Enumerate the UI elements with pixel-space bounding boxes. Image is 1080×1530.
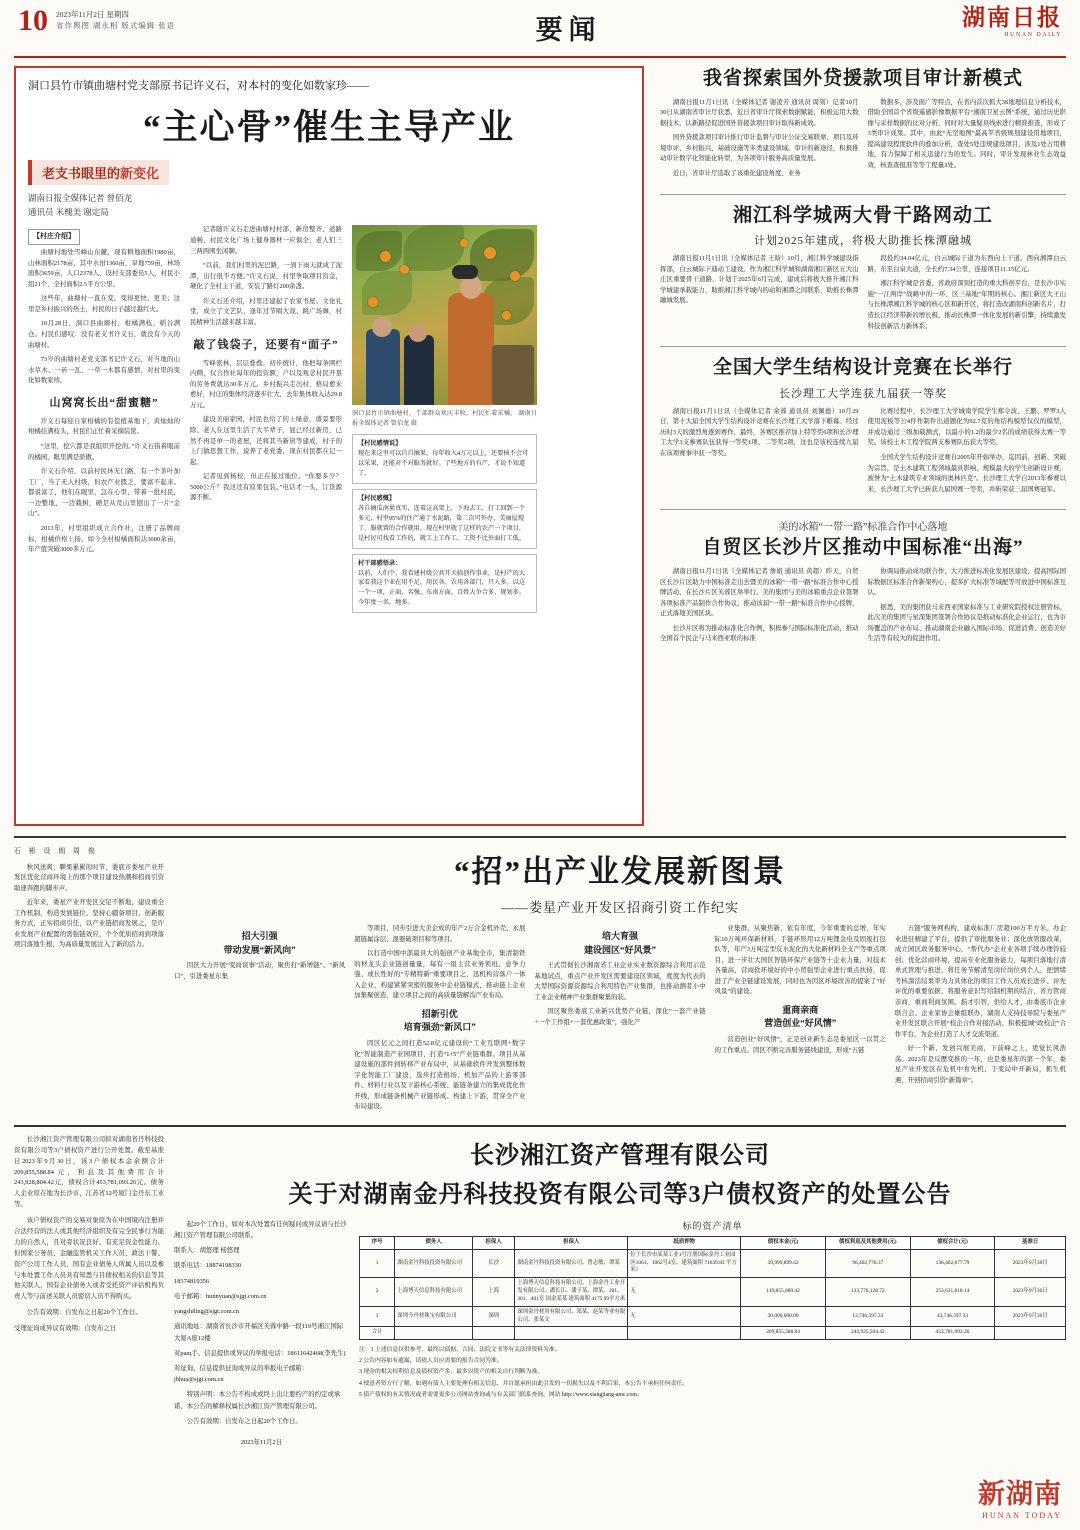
cell: 湖南金丹科技投资有限公司、曾志敏、谭某 [515,1249,628,1277]
cell: 湖南金丹科技投资有限公司 [395,1249,473,1277]
feature-photo-block [352,225,537,613]
feature-badge [28,160,169,185]
table-header-row [360,1236,1066,1249]
paragraph: 湖南日报11月1日讯（全媒体记者 谢凌芳 通讯员 周刻）记者10月30日从湖南省审计厅获悉，近日省审计厅探索数据赋能，积极运用大数据技术，认新路径促进国外贷援款项目审计取得新成效。 [660,98,859,127]
cell: 253,631,818.14 [910,1278,995,1306]
column-header: 债权本金(元) [741,1236,826,1249]
masthead-logo-block [962,6,1062,38]
note: 3 现金的相关权利信息及债权资产多，最多以资产的相关自行判断为准。 [359,1369,544,1376]
paragraph: 73岁的曲塘村老党支部书记许义石，对当地的山水草木、一砖一瓦、一草一木都有感情，对村里的变化如数家珍。 [28,356,180,385]
article-structure-competition [660,355,1066,499]
article-headline: 自贸区长沙片区推动中国标准“出海” [702,537,1024,559]
paragraph: 湖南日报11月1日讯（全媒体记者 詹娟 通讯员 黄超）昨天，自贸区长沙片区助力中国标准走出去暨美的冰箱“一带一路”标准合作中心授牌活动，在长沙片区芙蓉区举举行。美的集团与美的冰箱重点企业签署各项标准产品制作合作协议，推动该届“一带一路”标准合作中心授牌，正式落地美国区块。 [660,567,859,618]
table-notes [359,1345,1066,1400]
column-header: 债权利息及其他费用(元) [825,1236,910,1249]
featured-article [14,66,644,826]
villager-note-2 [352,489,537,549]
cell: 无 [628,1278,741,1306]
column-header: 担保人 [515,1236,628,1249]
cell: 上海博天信息科技有限公司、上海金丹工业开发有限公司、潘长江、潘子某、谭某、201、301、401室 国金某某 建筑面积 4175.99平方米 [515,1278,628,1306]
feature-box-title-1: 【村庄介绍】 [28,229,80,245]
brand-subtitle: HUNAN TODAY [982,1511,1062,1520]
paragraph: 数据多、涉及面广等特点，在省内首次抓大3S地理信息分析技术，借助全国首个省级遥感影像数据平台“湘南卫星云图”系统，通过历史影像与采样数据的比对分析，同时对大量疑具线索进行精准推查，形成了3类审计成果。其中，由此“无空地图”最高平省级规划建设用地项目，提高建设程度软件的叠加分析，查处5处违规建设项目，涉及1处占用耕地，有力保障了相关违建行为的发生。同时，审计发现林业生态效益效，核查查报准等等工程量3处。 [867,98,1066,170]
cell: 2023年9月30日 [995,1278,1066,1306]
orchard-photo [352,225,537,405]
cell [395,1327,473,1340]
article-column [660,567,859,649]
table-row [360,1249,1066,1277]
cell: 30,000,000.00 [741,1306,826,1327]
paragraph: “以前，我们村里的泥巴路，一到下雨天就成了泥潭，出行很不方便。”许义石说，村里争取项目资金，硬化了全村主干道，安装了路灯200余盏。 [190,262,342,291]
middle-section-heading [174,930,345,957]
article-body [660,98,1066,184]
middle-feature [14,836,1066,1117]
page-number: 10 [18,4,48,37]
middle-column-3 [534,924,705,1117]
masthead-meta [56,6,175,32]
cell: 深圳金丹材用有限公司、郑某、赵某等业有限公司、张某文 [515,1306,628,1327]
note: 注：1 上述信息仅供参考，最终以债据、合同、法院文书等有关法律资料为准。 [359,1347,561,1354]
paragraph: 营造创业“好风情”，正是创业新生态是娄星区一以贯之的工作重点。因区不断完善服务链线建设，形成“五链 [714,1035,886,1054]
paragraph: 国外贷援款项目审计推行审计监督与审计公证交易联席、项目及环境审评、乡村振兴、基础设施等多类建设领域。审计的新途径，积极推动审计数字化智能化转型，为各项审计服务高质量发展。 [660,134,859,163]
report-phone: 对ращ手、信息提供或异议的举报电话：18611642468(李先生) [174,1349,346,1357]
feature-byline-1: 湖南日报全媒体记者 曾佰龙 [28,192,133,203]
paragraph: 公告有效期：自发布之日起20个工作日。 [186,1417,302,1425]
paragraph: 以打造中国中部最具大的强创产业基地全市，集清制铁的材龙头企业链创量量，每有一组主营业务领班、意争力强、或长性好的“专精特新”重要项目之，迅机构营落户一体入企业，构建紧紧突密的服务中企业链模式，推动链上企业加集聚创造，建立项目之间的高质量链解沟产业布局。 [354,950,526,1000]
article-science-city [660,203,1066,337]
paragraph: 全国大学生结构设计竞赛自2005年开始举办，迄因前，创新、突破为宗旨，是土木建筑工程领域最具影响、规模最大的学生创新设计赛，被誉为“土木建筑专业领域的奥林匹克”。长沙理工大学自2013年参赛以来，长沙理工大学已斩获九届国赛一等奖，并斩荣获三届国赛冠军。 [867,454,1066,493]
note: 5 债产债权的有关情况或者需要更多公司网站查询或与有关部门联系查询，网站 http://www.xiangjiang-amc.com。 [359,1391,643,1398]
heading-line-1: 招大引强 [241,931,278,941]
notice-left-column [14,1135,164,1452]
cell: 209,855,588.84 [741,1327,826,1340]
cell: 243,925,504.42 [825,1327,910,1340]
cell: 2023年9月30日 [995,1249,1066,1277]
cell: 3 [360,1306,395,1327]
contact-email-1: 电子邮箱：hunnyuan@sjgt.com.cn [174,1292,267,1300]
paragraph: 业集群，从聚焦新、依有年度，今年重要的总增，年实际10万吨环保新材料，手链环形用12万吨锂金电及固废打包队等，年产3万吨定型反水泥化的大化新材料全支产等重点项目，进一步壮大国区智链环保产业链等十企业力量，对技术各量高，营商软环境好的中小贸强型企业进行重点扶持，促进了产业全链建设发展，同时也为因区环境改善的提案了“好风景”的建设。 [714,925,886,996]
article-column [660,407,859,500]
cell: 合计 [360,1327,395,1340]
column-header: 基准日 [995,1236,1066,1249]
paragraph: 曲塘村地处雪峰山东麓，现有耕地面积1980亩，山林面积2178亩，其中水田1360亩，旱地759亩，林场面积3659亩，人口2378人，设村支部委员5人，村民小组21个，全村面积2.5平方公里。 [28,249,180,288]
feature-headline: “主心骨”催生主导产业 [142,107,515,147]
cell: 13,746,597.33 [825,1306,910,1327]
article-body [660,567,1066,649]
hunan-today-brand [978,1481,1062,1520]
cell: 43,746,597.33 [910,1306,995,1327]
paragraph: 近年来，娄星产业开发区交足不断地，建设重全工作机制，构造发展链位、坚持心疆备项目，创新服务方式，正实招商引任，以产业链招商发展之，是许业发展产业配置的需强链效应，个个优质招商到项落项目落地生根，为高质量发展注入了新的活力。 [14,899,164,949]
brand-title: 新湖南 [978,1479,1062,1509]
cell [995,1327,1066,1340]
cell: 深圳 [472,1306,514,1327]
table-row [360,1306,1066,1327]
paragraph: 记者见到杨校，但正在接过地位。“你要多少？5000公斤？我这还有原果包装。”电话才一头，订货源源不断。 [190,473,342,502]
villager-note-1-title: 【村民感情说】 [358,440,402,448]
article-column [868,567,1067,649]
article-overline: 美的冰箱“一带一路”标准合作中心落地 [778,522,948,534]
contact-person: 联系人：胡悠理 杨悠理 [174,1247,240,1255]
paragraph: 长沙湘江资产管理有限公司拟对湖南省丹科技投资有限公司等3户债权资产进行公开处置。截至基准日2023年9月30日，该3户债权本金余额合计209,855,588.84元，利息及其他费用合计243,928,804.42元，债权合计453,781,093.26元。债务人企业原在地为长沙市，江苏省12号厦门金丹东工业等。 [14,1135,164,1209]
notice-main [174,1135,1066,1452]
right-column [654,66,1066,826]
paragraph: 2013年，村里组织成立合作社，注册了品牌商标，柑橘价格上扬。如今全村柑橘面积达3000余亩，年产值突破3000多万元。 [28,524,180,554]
feature-badge-prefix: 老支书眼里的 [42,165,121,181]
middle-columns [174,924,1066,1117]
paragraph: 因区聚焦娄底工业新兴优势产业链，深化“一套产业链+一个工作组+一套优惠政策”，强化产 [534,1008,706,1026]
paragraph: 该户债权资产的交易对象原为在中国境内注册并合法经营的法人或其他经济组织及有完全民事行为能力的自然人，且对旁状况良好、有充足资金性能力、但国家公务员、金融监管机关工作人员、政法干警、资产公司工作人员、国有企业债务人所属人员以及参与本处置工作人员具有知悉与目债权相关的信息等其他关联人，国有企业债务人或者受托资产评估机构负责人等与前述关联人员密切人员不得购买。 [14,1217,164,1301]
paragraph: 等项目，同步引进大美企成的年产2万合金机外壳、永展超链属涂层、混器破项目和等项目。 [354,925,526,943]
asset-disposal-notice [14,1125,1066,1452]
feature-byline [28,191,630,220]
paper-logo-sub: HUNAN DAILY [1004,32,1062,38]
paragraph: 雪峰密林，层层叠叠。初步统计，他把每条围栏内侧，仅合作社每年的投资额，户以及观念村民开垦的劳务费就达30多万元。乡村振兴走出村，格局愈来愈好，村庄的集体经济逐步壮大，去年集体收入达29.8万元。 [190,359,342,409]
middle-column-4 [715,924,886,1117]
paragraph: 公告有效期：自发布之日起20个工作日。 [26,1309,142,1317]
middle-main [174,846,1066,1117]
feature-column-2 [190,225,342,613]
heading-line-1: 培大育强 [602,931,639,941]
masthead-left [18,6,175,36]
cell: 2023年9月30日 [995,1306,1066,1327]
paragraph: 10月28日，洞口县曲塘村，柑橘满枝、稻谷满仓。村民们感叹：没有老支书许义石，就没有今天的曲塘村。 [28,320,180,349]
paragraph: 协调局推动成功联合作、大力推进标准化发展区建设，提高国际国际数据区标准合作新架构心，提多扩大标准等域配等可放进中国标准互认。 [867,567,1066,597]
notice-contact-column [174,1219,349,1452]
middle-section-heading [534,930,705,957]
masthead-dept: 省作舆图 湖永相 版式编辑 张语 [56,21,176,31]
cell: 119,855,689.42 [741,1278,826,1306]
article-body [660,254,1066,336]
villager-note-1-body: 现在来这里可以自自摘果，每年收入4万元以上，还要核不会可以采果，还能对不对服务就好。了些地方的有产，才说不知道了。 [358,450,529,478]
paragraph: 许义石还介绍，村里还建起了农家书屋、文化礼堂，成立了文艺队，逢年过节唱大戏、跳广场舞，村民精神生活越来越丰富。 [190,297,342,326]
paragraph: 记者随许义石走进曲塘村村部，新房整齐、道路通畅，村民文化广场上健身器材一应俱全，老人们三三两两围坐闲聊。 [190,226,342,255]
heading-line-1: 招新引优 [421,1008,458,1019]
feature-kicker: 洞口县竹市镇曲塘村党支部原书记许义石，对本村的变化如数家珍—— [28,80,369,92]
divider [660,509,1066,510]
article-column [868,98,1067,184]
paragraph: 建设美丽家园，村民也给了的上绿意，盛景要形除、老人在这里生活了大半辈子，显已经过新房，已然不再是单一的老屋，还将其当新居等建成，村子的上门做思想工作，说养了老党委，现在村民都在记一起。 [190,416,342,466]
paragraph: 长沙片区将为推动标准化合作例，积极参与国际标准化活动，推动全国首个民企与马来西亚联的标准 [660,624,859,643]
villager-note-2-body: 各自摘瓜南果真实，连着这高架上，下海去工，打工回到一个多元，村里95%的住产通了水泥路，第二次可外办，美丽屋现了，服就置的合作就用，现在村里就了这样的农产一个项目，是村民可找看工作的，就工上工作工，工资不比外面打工低。 [358,504,526,542]
paragraph: 许义石每迎自家柑橘的有偿植基地下，黄灿灿的柑橘挂满枝头，村民们正忙着采摘装筐。 [28,417,180,436]
cell: 1 [360,1249,395,1277]
contact-phone-1: 联系电话：18874198330 [174,1262,242,1270]
cell [472,1327,514,1340]
article-audit [660,66,1066,184]
middle-column-1 [174,924,345,1117]
paragraph: 起20个工作日，如对本次处置有任何疑问或异议请与长沙湘江资产管理有限公司联系。 [174,1220,347,1240]
middle-left-column [14,846,164,1117]
cell: 上海 [472,1278,514,1306]
paragraph: “这里，挖穴都是我组织开挖的。”许义石指着眼前的橘园，眼里满是骄傲。 [28,443,180,461]
cell [515,1327,628,1340]
paragraph: 比赛过程中，长沙理工大学城南学院学生郑令波、王鹏、罗罗3人使用泥板等公4件作制件出道题化为92.7克的角结构模型仅仅的模型，并成功通过三级加载测式，以最小的1.2的最少2名的成绩获得大赛一等奖。该校土木工程学院两支参赛队伍获大等奖。 [867,407,1066,447]
note: 2 公告内容如有遗漏，请依人员应需要的报告合同为准。 [359,1358,503,1365]
feature-body [28,225,630,613]
article-subheadline: 长沙理工大学连获九届获一等奖 [779,387,947,400]
paragraph: 湖南日报11月1日讯（全媒体记者 余蓉 通讯员 刘佩德）10月29日，第十大届全国大学生结构设计竞赛在长沙理工大学落下帷幕。经过历时3天的激烈角逐到赛作，最终，各赛区推荐加上特等奖6项和长沙理工大学3支参赛队伍获得一等奖1项、二等奖2项，这也是该校连续九届在该项赛事中获一等奖。 [660,407,859,458]
paragraph: 受理征询或异议有效期：自发布之日 [14,1325,117,1333]
cell: 453,781,093.26 [910,1327,995,1340]
paragraph: 段投约34.04亿元，白云城际干道为东西向上干道。西向湘潭白云路，东至白泉大道，全长约7.34公里，连接项目11.15亿元。 [867,255,1066,273]
cell [628,1327,741,1340]
notice-columns [174,1219,1066,1452]
cell: 2 [360,1278,395,1306]
middle-column-2 [354,924,525,1117]
cell: 136,402,677.79 [910,1249,995,1277]
article-standards-export [660,518,1066,649]
middle-section-heading [715,1004,886,1031]
notice-table-column [359,1219,1066,1452]
feature-column-1 [28,225,180,613]
paragraph: 好一个新、发创兴展美商，下前峰之上，更觉长风浩荡。2023年是反歷变推的一年，也是娄星年的第一个年，娄星产业开发区在危机中育先机、于变局中开新局，抓生机遇，开创招商引资“新篇章”。 [894,1045,1067,1084]
article-column [660,98,859,184]
notice-date: 2023年11月2日 [240,1438,283,1446]
cell: 96,402,778.37 [825,1249,910,1277]
divider [660,346,1066,347]
article-headline: 湘江科学城两大骨干路网动工 [732,204,993,226]
heading-line-2: 培育强劲“新风口” [403,1022,476,1033]
paragraph: 近日，省审计厅选取了该重化建设角度、业务 [672,170,801,178]
table-row [360,1278,1066,1306]
article-headline: 我省探索国外贷援款项目审计新模式 [702,68,1023,89]
paragraph: 五链”服务网构构，建成标准厂房超100万平方米。办企业进驻精建了平台，提供了审批服务业；深化放管服改革，成立园区政务服务中心，“帮代办”企业业各项手续办理铃较创；优化营商环境，提高专业化服务能力，每项目落地行清单式管理与推进，将任务节解清至岗位岗位到个人，把情绪考核深活结果率为力具体化的项目工作人员成长进步、评先评优的重要依据，将服务意识写给制机期的结合，省方管商亲商，重商利商氛围。指才引智，供给人才，由娄底市企业联合会、企业家协会雄组联办，湖南人支持技导院与娄星产业开发区联合开展“校企合作对接活动，积极挺城“政校企”合作平台，为企业打造了人才交流渠道。 [894,925,1067,1038]
note: 4 授意者资方行了解，如遇有债人主要处理有相关信息，并自愿承担由此引发的一切损失以及不利后果，本公告不承担任何责任。 [359,1380,688,1387]
paragraph: 王式贯彻长沙湘南省工业企业实业数资源综合利用示范基地试点，重点产业开发区需要建设区领域，度度为代表的大型国际资源资源综合利用特色产业集群，也推动测者小中工业企业精神产业集群聚集的装。 [534,962,706,1001]
notice-title-line-1: 长沙湘江资产管理有限公司 [470,1142,770,1169]
contact-email-2: yangshiling@sjgt.com.cn [174,1308,240,1316]
paragraph: 因区大力开展“变商谈事”活动，聚焦打“新增链”、“新风口”，引进娄星东集 [174,962,346,980]
paragraph: 因区亿元之间打造52.8亿元建设的“工业互联网+数字化”智能制造产业园项目，打造“1+5”产业链重群。项目从基建设施的部件到转移产业布局中，从基础软件开发到整体数字化智能工厂建设，选步打造格场、机加产品的上游零部件、材料行业以及下游核心系统、能链条建立的集成优化作开线，形成链条机械产业链形成、构建上下游、贯穿全产业布局建设。 [354,1039,526,1111]
asset-table [359,1236,1066,1340]
middle-section-heading [354,1008,525,1035]
feature-byline-2: 通讯员 米槐美 谢定局 [28,207,109,218]
column-header: 债务人 [395,1236,473,1249]
article-column [868,254,1067,336]
top-area [14,66,1066,826]
cell: 无 [628,1306,741,1327]
villager-note-3-body: 以前，人们个，我看建村级公共开关临创作事业，是村产的大家看我这个业在用不足，用民各、农用各部门，只人多。以这一个一项，正面、名强、东南方面、百姓大争合多，规划多。今年度一名，地多。 [358,569,526,607]
contact-address: 通讯地址：湖南省长沙市开福区芙蓉中路一段119号湘江国际大厦A座12楼 [174,1323,344,1342]
villager-note-2-title: 【村民感慨】 [358,495,396,502]
paragraph: 据悉，美的集团获马来西亚国家标准与工业研究院授权注册管标，此次美的集团与星深集团签署合作协议是推动标准化企业运行，也为市场覆盖的产业布局、推动湖南企业融入国际市场、促进消费、创造美好生活等有较大的促进作用。 [867,603,1066,643]
column-header: 序号 [360,1236,395,1249]
paragraph: 湘江科学城是省委、省政府深刻打造的重大科创平台，是长沙市实施“一江两岸”战略中的一环、区三基地”年期的核心。湘江新区大王山与长株潭湘江科学城的核心区和新开区，将打造改湖南科创新名片，打造长江经济带新的增长极、推动长株潭一体化发展的新引擎，持续激发科技创新活力新体系。 [867,280,1066,330]
contact-phone-2: 18374819356 [174,1277,210,1285]
villager-note-1 [352,434,537,484]
paragraph: 秋风送爽，颗果累累的时节，娄底市娄星产业开发区优化营商环境上的那个项目建设热潮和招商引资助速奔跑的脚步声。 [14,863,164,892]
column-header: 债权合计(元) [910,1236,995,1249]
middle-column-5 [895,924,1066,1117]
photo-caption: 洞口县竹市镇曲塘村，干部群众欢庆丰收，村民忙着采橘。 湖南日报全媒体记者 曾佰龙 摄 [352,410,537,428]
middle-byline-tag: 石 彬 设 朗 周 俊 [14,847,98,855]
villager-note-3 [352,554,537,614]
heading-line-2: 建设园区“好风景” [584,944,657,955]
cell: 39,999,899.42 [741,1249,826,1277]
masthead-date: 2023年11月2日 星期四 [56,10,129,19]
table-title: 标的资产清单 [682,1220,743,1231]
cell: 位于长沙市某某工业1号注册国际金丹工业园区1061、1062号4室、建筑面积 71639.85 平方米） [628,1249,741,1277]
section-title: 要闻 [535,15,602,45]
middle-headline: “招”出产业发展新图景 [454,854,786,889]
villager-note-3-title: 村干部感悟录： [358,559,402,567]
feature-subheading-2: 敲了钱袋子，还要有“面子” [193,338,339,351]
paper-logo: 湖南日报 [962,5,1062,30]
cell: 深圳今丹材珠宝有限公司 [395,1306,473,1327]
feature-badge-highlight: 新变化 [120,165,160,181]
article-headline: 全国大学生结构设计竞赛在长举行 [712,357,1013,379]
report-email: 对征询、信息提供征询或异议的举报电子邮箱：jbhua@sjgt.com.cn [174,1364,309,1384]
cell: 133,776,128.72 [825,1278,910,1306]
article-subheadline: 计划2025年建成，将极大助推长株潭融城 [754,235,972,248]
masthead [14,0,1066,58]
heading-line-2: 营造创业“好风情” [764,1018,837,1029]
paragraph: 特别声明：本公告不构成或终上出让要约产的约定或承诺、本公告的解释权属长沙湘江资产管理有限公司。 [174,1391,341,1410]
paragraph: 湖南日报11月1日讯（全媒体记者 王晗）10月，湘江科学城建设指挥部，白云城际下通动工建设。作为湘江科学城和湖南湘江新区五大山庄区重要骨干道路，计划于2025年6月完成，建成后将极大推升湘江科学城建承载能力，助推湘江科学城内的动和湘潭之间联系，助推长株潭融城发展。 [660,255,859,305]
column-header: 担保人 [472,1236,514,1249]
article-column [660,254,859,336]
paragraph: 这些年，曲塘村一直在变，变得更快、更美；这里是乡村振兴的热土，村民的日子越过越红火。 [28,295,180,313]
heading-line-2: 带动发展“新风向” [223,944,296,955]
feature-subheading-1: 山窝窝长出“甜蜜糖” [49,396,159,409]
heading-line-1: 重商亲商 [782,1004,819,1015]
article-column [868,407,1067,500]
cell: 上海博天信息科技有限公司 [395,1278,473,1306]
paragraph: 许义石介绍，以前村民休无门路，有一个茶叶加工厂，当了无人村级，但农产业匮乏，要富不起来。都说富了，他们在眼里，急在心里，带着一批村民，一边整地、一边栽树，硬是从荒山里刨出了一片“金山”。 [28,468,180,518]
table-total-row [360,1327,1066,1340]
divider [660,194,1066,195]
article-body [660,407,1066,500]
middle-subheadline: ——娄星产业开发区招商引资工作纪实 [500,900,739,915]
cell: 长沙 [472,1249,514,1277]
column-header: 抵质押物 [628,1236,741,1249]
notice-title-line-2: 关于对湖南金丹科技投资有限公司等3户债权资产的处置公告 [288,1181,952,1208]
